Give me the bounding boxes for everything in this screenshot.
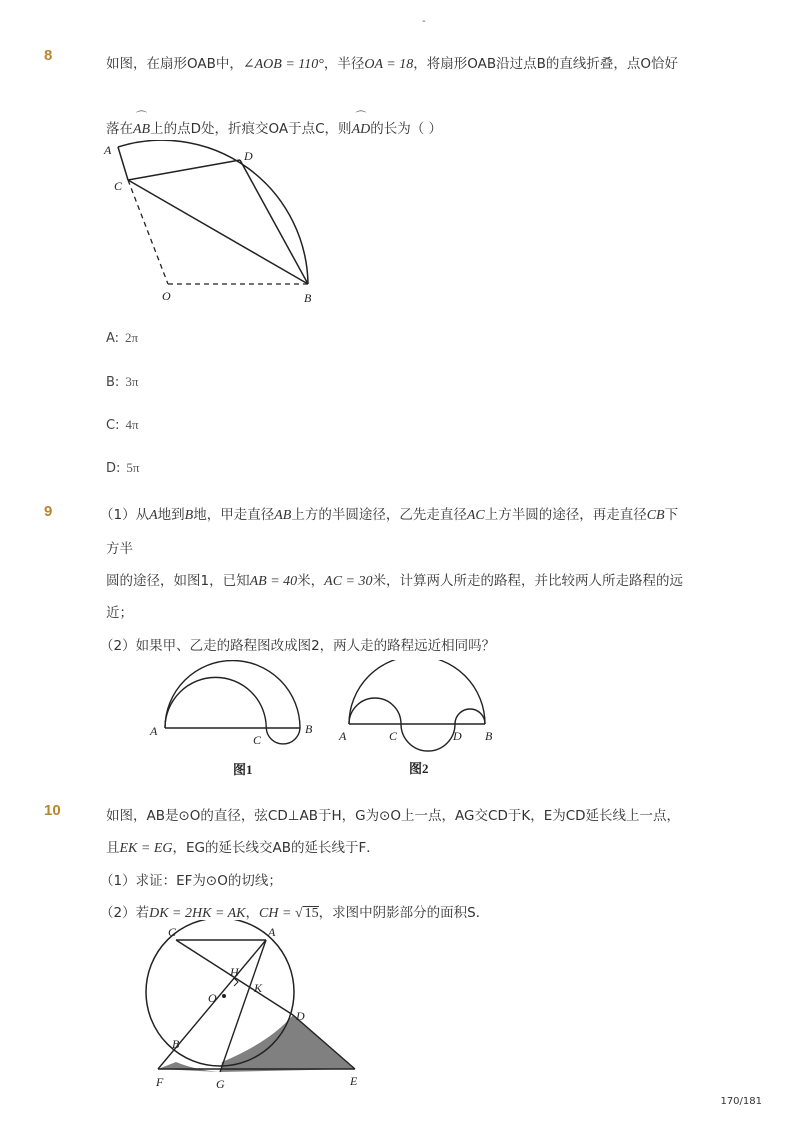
q8-option-d[interactable] xyxy=(106,460,139,476)
q10-circle-figure xyxy=(140,920,380,1095)
q8-option-c-label: C: xyxy=(106,418,120,433)
q8-label-a: A xyxy=(104,143,112,157)
q10-label-o: O xyxy=(208,991,217,1005)
q8-segment-cd xyxy=(128,160,240,180)
q8-option-a-label: A: xyxy=(106,331,120,346)
q10-circle-o xyxy=(146,920,294,1066)
q8-text: ，将扇形OAB沿过点B的直线折叠，点O恰好 xyxy=(413,56,678,72)
q10-label-b: B xyxy=(172,1037,180,1051)
q8-text: 上的点D处，折痕交OA于点C，则 xyxy=(150,121,352,137)
question-9-line-1 xyxy=(100,503,678,524)
question-10-line-3: （1）求证：EF为⊙O的切线； xyxy=(100,873,282,889)
q10-text: 且 xyxy=(106,840,120,856)
q9-fig1-label-c: C xyxy=(253,733,262,747)
q8-option-a-value: 2π xyxy=(125,330,139,345)
q8-option-b-value: 3π xyxy=(125,374,139,389)
q9-fig1-big-semicircle xyxy=(165,661,300,729)
q8-segment-ac xyxy=(118,147,128,180)
q9-fig2-ac-semicircle xyxy=(349,698,401,724)
q8-option-c[interactable] xyxy=(106,417,139,433)
q8-arc-ab: ⌒ AB xyxy=(133,122,150,138)
q9-math-ab-value: AB = 40 xyxy=(249,574,298,589)
q9-fig2-caption: 图2 xyxy=(409,761,429,776)
q9-text: 上方的半圆途径，乙先走直径 xyxy=(291,507,467,523)
question-8-line-2 xyxy=(106,117,442,138)
q8-arc-ad: ⌒ AD xyxy=(352,122,371,138)
q10-label-c: C xyxy=(168,925,177,939)
question-9-line-5: （2）如果甲、乙走的路程图改成图2，两人走的路程远近相同吗？ xyxy=(100,638,496,654)
q10-math-ek-eg: EK = EG xyxy=(119,841,173,856)
q9-fig2-cd-semicircle xyxy=(401,724,455,751)
q8-dashed-co xyxy=(128,180,168,284)
q8-text: 的长为（ ） xyxy=(370,121,443,137)
q10-shaded-region-left xyxy=(158,1062,220,1072)
q9-text: 米，计算两人所走的路程，并比较两人所走路程的远 xyxy=(372,573,683,589)
q9-math-ac-value: AC = 30 xyxy=(324,574,373,589)
q9-text: 圆的途径，如图1，已知 xyxy=(106,573,250,589)
q9-math-a: A xyxy=(149,508,158,523)
q8-option-b-label: B: xyxy=(106,375,120,390)
q9-fig1-label-a: A xyxy=(150,724,158,738)
q8-arc xyxy=(118,140,308,284)
q9-fig1-caption: 图1 xyxy=(233,762,253,777)
q9-math-ab: AB xyxy=(274,508,292,523)
q9-figure-1 xyxy=(145,660,325,780)
q8-math-radius: OA = 18 xyxy=(364,57,414,72)
q8-segment-db xyxy=(240,160,308,284)
q9-text: 米， xyxy=(297,573,325,589)
q8-math-angle: ∠AOB = 110° xyxy=(242,57,324,72)
header-mark: - xyxy=(422,16,426,27)
q9-fig2-big-semicircle xyxy=(349,660,485,724)
q10-math-ch: CH = xyxy=(259,906,295,921)
question-10-line-1: 如图，AB是⊙O的直径，弦CD⊥AB于H，G为⊙O上一点，AG交CD于K，E为CD延长线上一点， xyxy=(106,808,681,824)
q8-label-d: D xyxy=(244,149,253,163)
question-8-line-1 xyxy=(106,52,678,73)
q9-text: 地，甲走直径 xyxy=(193,507,275,523)
q10-label-g: G xyxy=(216,1077,225,1091)
page-number: 170/181 xyxy=(720,1096,762,1107)
question-9-line-4: 近； xyxy=(106,605,133,621)
question-10-line-4 xyxy=(100,901,489,922)
q8-text: 如图，在扇形OAB中， xyxy=(106,56,243,72)
q8-option-a[interactable] xyxy=(106,330,138,346)
q8-label-b: B xyxy=(304,291,312,305)
q9-math-ac: AC xyxy=(466,508,485,523)
q8-option-d-label: D: xyxy=(106,461,121,476)
q8-label-o: O xyxy=(162,289,171,303)
q10-text: ，EG的延长线交AB的延长线于F． xyxy=(172,840,380,856)
question-8-number: 8 xyxy=(44,47,53,64)
q9-fig2-label-c: C xyxy=(389,729,398,743)
q10-sqrt-sign: √ xyxy=(294,906,303,921)
q10-label-f: F xyxy=(156,1075,164,1089)
q8-option-d-value: 5π xyxy=(126,460,140,475)
q9-figure-2 xyxy=(335,660,515,780)
q9-fig2-label-d: D xyxy=(453,729,462,743)
q8-label-c: C xyxy=(114,179,123,193)
q10-text: ， xyxy=(245,905,260,921)
question-9-line-3 xyxy=(106,569,683,590)
q8-text: ，半径 xyxy=(323,56,365,72)
q9-text: （1）从 xyxy=(100,507,150,523)
q10-label-a: A xyxy=(268,925,276,939)
q10-label-h: H xyxy=(230,965,239,979)
q9-fig2-label-a: A xyxy=(339,729,347,743)
q8-option-b[interactable] xyxy=(106,374,138,390)
q10-label-d: D xyxy=(296,1009,305,1023)
question-10-number: 10 xyxy=(44,802,61,819)
q10-math-dk: DK = 2HK = AK xyxy=(149,906,246,921)
q10-center-dot xyxy=(222,994,226,998)
q8-sector-figure xyxy=(100,140,330,310)
q9-fig1-cb-semicircle xyxy=(266,728,300,744)
question-10-line-2 xyxy=(106,836,380,857)
q10-sqrt-value: 15 xyxy=(304,906,319,921)
q9-math-cb: CB xyxy=(646,508,665,523)
q9-text: 下 xyxy=(664,507,679,523)
q10-text: ，求图中阴影部分的面积S． xyxy=(318,905,490,921)
question-9-number: 9 xyxy=(44,503,53,520)
q9-fig1-label-b: B xyxy=(305,722,313,736)
q9-fig2-db-semicircle xyxy=(455,709,485,724)
q8-text: 落在 xyxy=(106,121,133,137)
q10-label-k: K xyxy=(254,981,263,995)
q10-text: （2）若 xyxy=(100,905,150,921)
q10-label-e: E xyxy=(350,1074,358,1088)
q9-text: 地到 xyxy=(157,507,185,523)
q8-option-c-value: 4π xyxy=(125,417,139,432)
q9-math-b: B xyxy=(184,508,194,523)
question-9-line-2: 方半 xyxy=(106,541,133,557)
q8-segment-cb xyxy=(128,180,308,284)
q9-fig2-label-b: B xyxy=(485,729,493,743)
q9-text: 上方半圆的途径，再走直径 xyxy=(484,507,647,523)
